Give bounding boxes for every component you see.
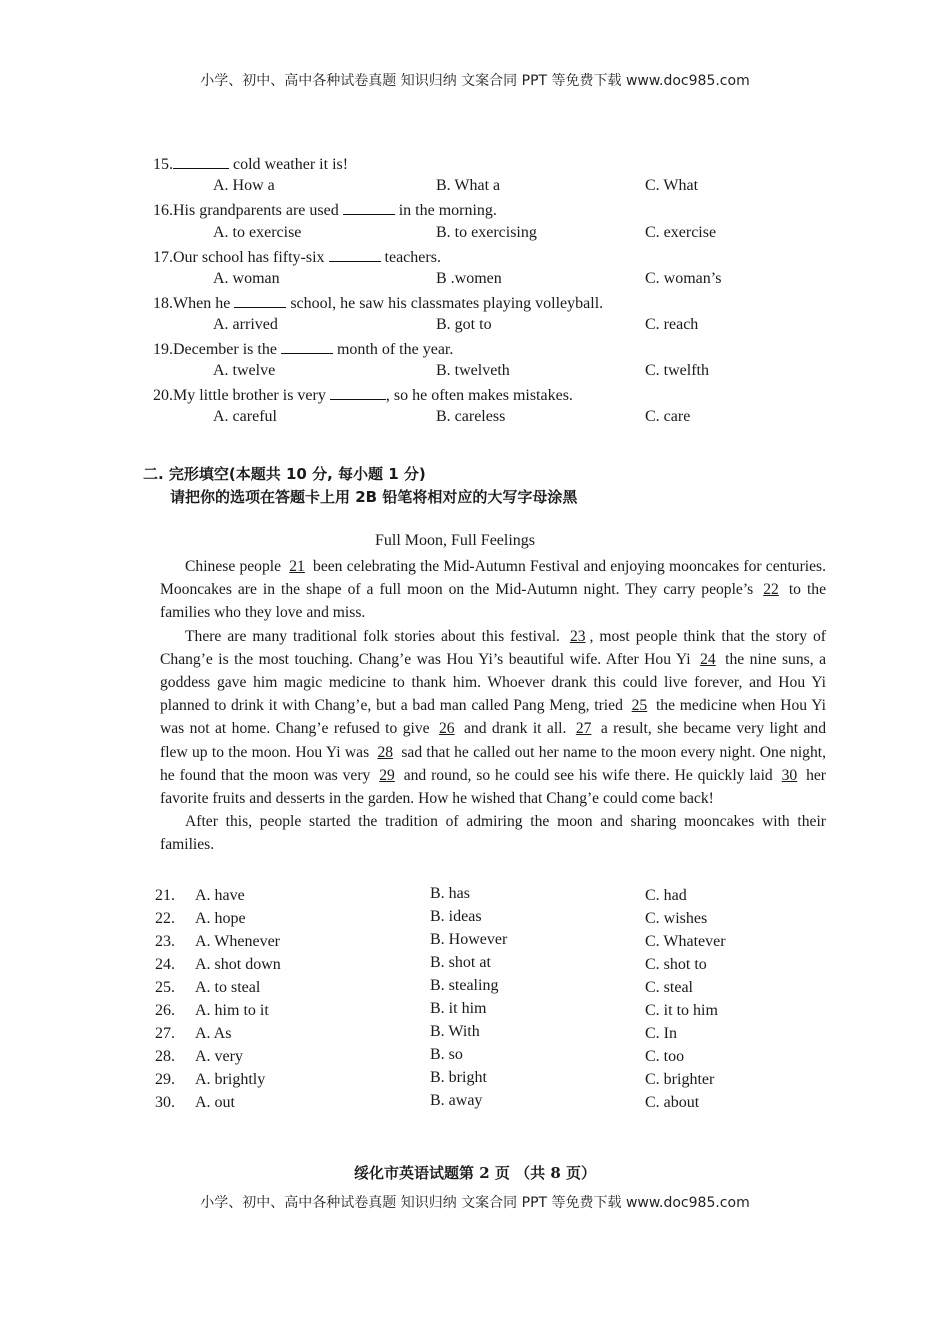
option-b: B. got to: [436, 316, 492, 333]
option-b: B. ideas: [430, 908, 482, 925]
cloze-number: 25.: [155, 979, 175, 996]
gap-23: 23: [569, 627, 586, 645]
cloze-number: 27.: [155, 1025, 175, 1042]
question-number: 17.: [153, 249, 173, 266]
option-a: A. to steal: [195, 979, 261, 996]
gap-22: 22: [763, 581, 779, 599]
option-a: A. twelve: [213, 362, 276, 379]
question-number: 20.: [153, 387, 173, 404]
footer-banner: 小学、初中、高中各种试卷真题 知识归纳 文案合同 PPT 等免费下载 www.doc985.com: [200, 1195, 750, 1211]
question-number: 18.: [153, 295, 173, 312]
text: Chinese people: [185, 558, 286, 575]
stem-text: cold weather it is!: [229, 156, 349, 173]
option-b: B. stealing: [430, 977, 499, 994]
option-a: A. out: [195, 1094, 235, 1111]
option-b: B. However: [430, 931, 508, 948]
option-b: B. bright: [430, 1069, 487, 1086]
answer-blank: [330, 385, 386, 400]
question-stem: [153, 293, 603, 313]
stem-text: teachers.: [380, 249, 441, 266]
paragraph-1: [160, 555, 826, 625]
stem-text: Our school has fifty-six: [173, 249, 329, 266]
passage-body: [160, 555, 826, 857]
text: and round, so he could see his wife there. He quickly laid: [398, 766, 778, 784]
answer-blank: [343, 200, 395, 215]
option-a: A. Whenever: [195, 933, 280, 950]
option-c: C. too: [645, 1048, 685, 1065]
option-a: A. careful: [213, 408, 277, 425]
paragraph-3: After this, people started the tradition of admiring the moon and sharing mooncakes with their families.: [160, 813, 826, 854]
cloze-number: 29.: [155, 1071, 175, 1088]
stem-text: My little brother is very: [173, 387, 330, 404]
option-c: C. Whatever: [645, 933, 726, 950]
option-b: B. so: [430, 1046, 463, 1063]
stem-text: in the morning.: [394, 202, 497, 219]
option-c: C. brighter: [645, 1071, 715, 1088]
question-number: 16.: [153, 202, 173, 219]
question-stem: [153, 154, 348, 174]
option-b: B. twelveth: [436, 362, 510, 379]
text: been celebrating the Mid-Autumn Festival and enjoying mooncakes for centuries. Mooncakes are in the shape of a full moon on the Mid-Autumn night. They carry people’s: [160, 558, 826, 599]
cloze-number: 24.: [155, 956, 175, 973]
gap-24: 24: [700, 650, 716, 668]
stem-text: school, he saw his classmates playing volleyball.: [286, 295, 604, 312]
answer-blank: [234, 293, 286, 308]
option-c: C. had: [645, 887, 687, 904]
option-c: C. steal: [645, 979, 693, 996]
option-c: C. What: [645, 177, 699, 194]
question-number: 15.: [153, 156, 173, 173]
text: to the families who they love and miss.: [160, 581, 826, 622]
cloze-number: 21.: [155, 887, 175, 904]
text: the nine suns, a goddess gave him magic medicine to thank him. Whoever drank this could live forever, and Hou Yi planned to drink it with Chang’e, but a bad man called Pang Meng, tried: [160, 650, 826, 715]
section-instruction: 请把你的选项在答题卡上用 2B 铅笔将相对应的大写字母涂黑: [170, 488, 578, 506]
stem-text: month of the year.: [332, 341, 454, 358]
question-stem: [153, 385, 573, 405]
option-c: C. care: [645, 408, 691, 425]
gap-29: 29: [379, 766, 395, 784]
text: and drank it all.: [458, 720, 572, 738]
option-a: A. hope: [195, 910, 246, 927]
option-a: A. very: [195, 1048, 243, 1065]
text: , most people think that the story of Chang’e is the most touching. Chang’e was Hou Yi’s beautiful wife. After Hou Yi: [160, 627, 826, 668]
option-c: C. shot to: [645, 956, 707, 973]
passage-title: Full Moon, Full Feelings: [374, 532, 536, 549]
option-a: A. As: [195, 1025, 232, 1042]
option-b: B. it him: [430, 1000, 487, 1017]
option-a: A. have: [195, 887, 245, 904]
cloze-number: 23.: [155, 933, 175, 950]
answer-blank: [281, 339, 333, 354]
option-a: A. How a: [213, 177, 275, 194]
option-b: B. careless: [436, 408, 506, 425]
text: her favorite fruits and desserts in the garden. How he wished that Chang’e could come back!: [160, 766, 827, 808]
option-b: B. What a: [436, 177, 501, 194]
text: sad that he called out her name to the moon every night. One night, he found that the moon was very: [160, 743, 826, 784]
question-stem: [153, 200, 497, 220]
cloze-number: 28.: [155, 1048, 175, 1065]
question-stem: [153, 247, 441, 267]
option-c: C. In: [645, 1025, 677, 1042]
section-title: 二. 完形填空(本题共 10 分, 每小题 1 分): [143, 465, 426, 483]
paragraph-2: [160, 625, 826, 811]
option-a: A. brightly: [195, 1071, 266, 1088]
option-b: B. has: [430, 885, 470, 902]
option-a: A. arrived: [213, 316, 278, 333]
answer-blank: [329, 247, 381, 262]
question-number: 19.: [153, 341, 173, 358]
gap-28: 28: [377, 743, 394, 761]
text: There are many traditional folk stories about this festival.: [185, 627, 566, 645]
option-b: B .women: [436, 270, 502, 287]
option-c: C. woman’s: [645, 270, 722, 287]
gap-26: 26: [438, 720, 455, 738]
text: a result, she became very light and flew up to the moon. Hou Yi was: [160, 720, 826, 761]
option-c: C. it to him: [645, 1002, 718, 1019]
gap-21: 21: [289, 558, 305, 575]
stem-text: December is the: [173, 341, 281, 358]
option-c: C. exercise: [645, 224, 717, 241]
gap-25: 25: [631, 697, 648, 715]
text: the medicine when Hou Yi was not at home. Chang’e refused to give: [160, 697, 826, 738]
option-a: A. woman: [213, 270, 280, 287]
cloze-number: 26.: [155, 1002, 175, 1019]
answer-blank: [173, 154, 229, 169]
page-footer: 绥化市英语试题第 2 页 （共 8 页）: [354, 1164, 596, 1182]
option-b: B. to exercising: [436, 224, 537, 241]
option-a: A. to exercise: [213, 224, 302, 241]
option-c: C. wishes: [645, 910, 708, 927]
option-c: C. reach: [645, 316, 699, 333]
option-b: B. With: [430, 1023, 480, 1040]
option-a: A. him to it: [195, 1002, 269, 1019]
question-stem: [153, 339, 453, 359]
stem-text: His grandparents are used: [173, 202, 343, 219]
gap-27: 27: [575, 720, 592, 738]
option-b: B. away: [430, 1092, 483, 1109]
option-c: C. twelfth: [645, 362, 709, 379]
header-banner: 小学、初中、高中各种试卷真题 知识归纳 文案合同 PPT 等免费下载 www.doc985.com: [200, 73, 750, 89]
cloze-number: 22.: [155, 910, 175, 927]
option-b: B. shot at: [430, 954, 491, 971]
stem-text: When he: [173, 295, 235, 312]
cloze-number: 30.: [155, 1094, 175, 1111]
option-a: A. shot down: [195, 956, 281, 973]
stem-text: , so he often makes mistakes.: [385, 387, 573, 404]
option-c: C. about: [645, 1094, 700, 1111]
gap-30: 30: [781, 766, 798, 784]
